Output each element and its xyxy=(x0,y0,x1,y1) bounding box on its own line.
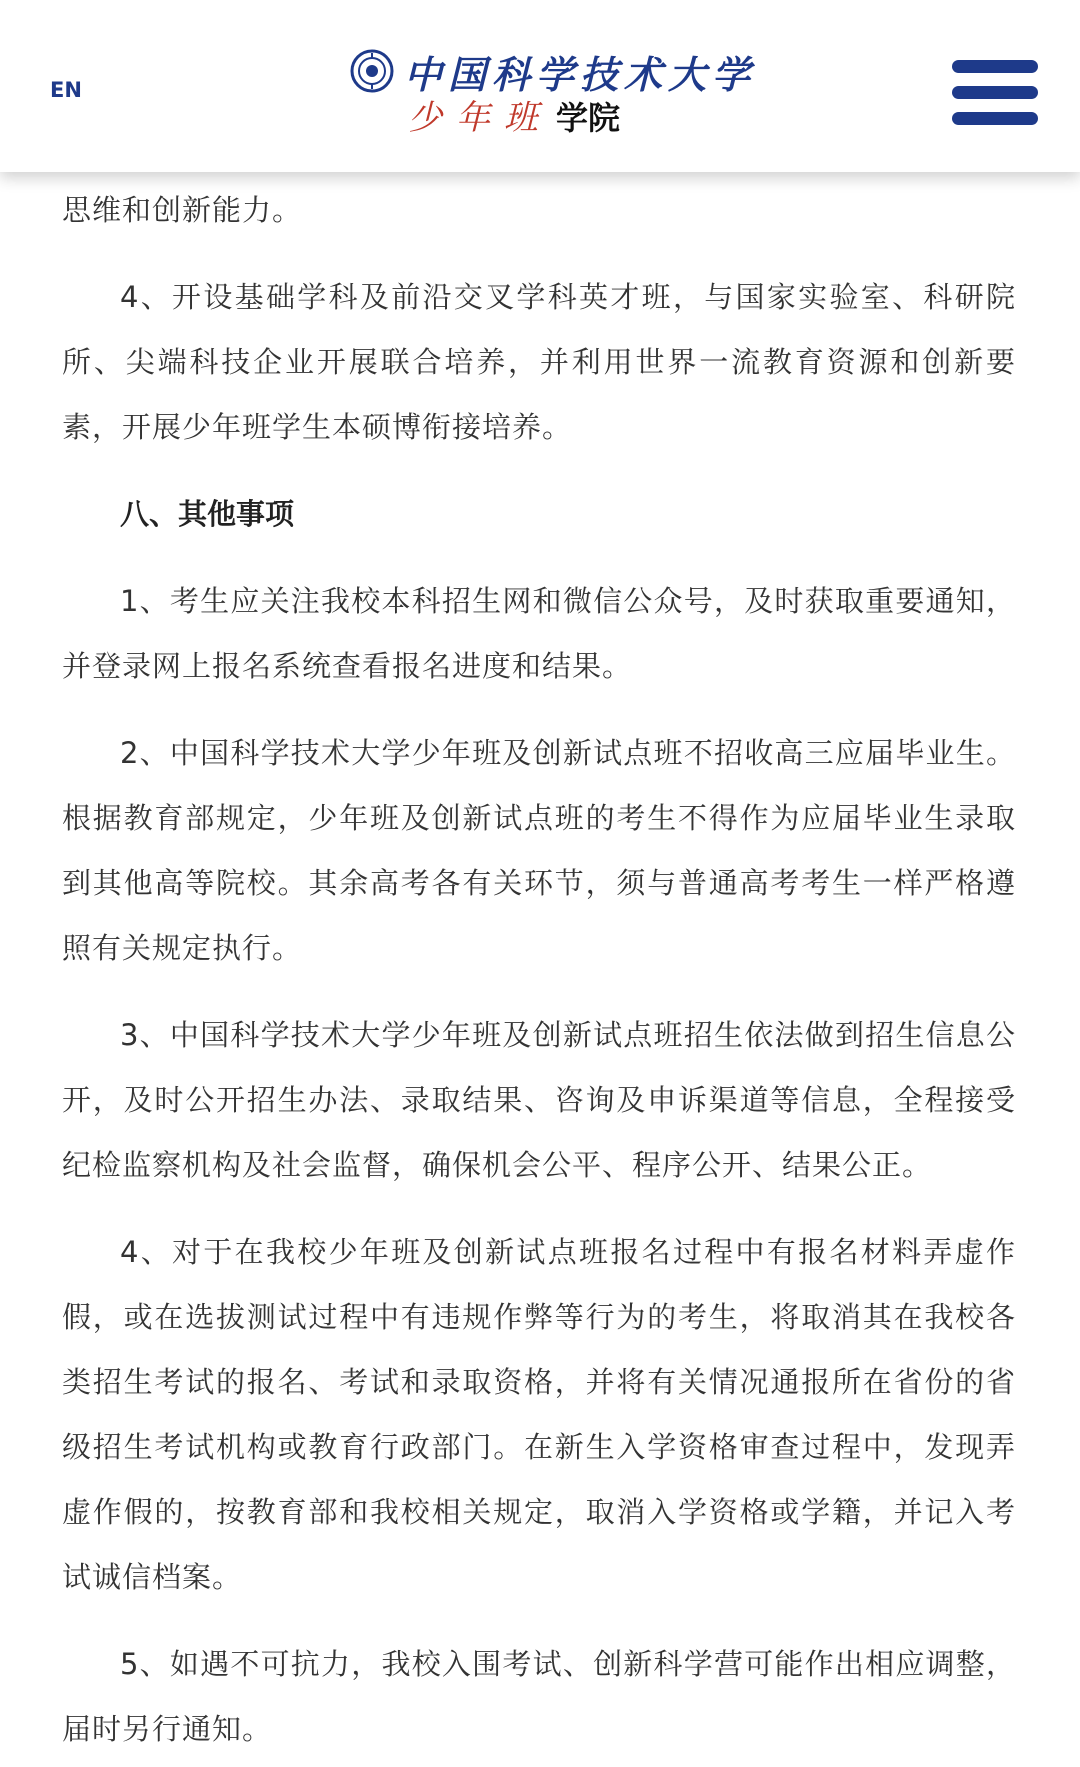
top-header xyxy=(0,0,1080,172)
logo-script-text: 少年班 xyxy=(408,98,552,138)
language-toggle-en[interactable]: EN xyxy=(50,78,82,102)
paragraph-item-5: 5、如遇不可抗力，我校入围考试、创新科学营可能作出相应调整，届时另行通知。 xyxy=(62,1647,1016,1746)
logo-suffix-text: 学院 xyxy=(556,99,621,137)
paragraph-item-3: 3、中国科学技术大学少年班及创新试点班招生依法做到招生信息公开，及时公开招生办法、录取结果、咨询及申诉渠道等信息，全程接受纪检监察机构及社会监督，确保机会公平、程序公开、结果公正。 xyxy=(62,1018,1016,1182)
menu-bar-bottom xyxy=(952,112,1038,125)
paragraph-sec7-item4: 4、开设基础学科及前沿交叉学科英才班，与国家实验室、科研院所、尖端科技企业开展联合培养，并利用世界一流教育资源和创新要素，开展少年班学生本硕博衔接培养。 xyxy=(62,280,1016,444)
hamburger-menu-icon[interactable] xyxy=(952,60,1038,126)
menu-bar-middle xyxy=(952,86,1038,99)
logo-college-name xyxy=(408,90,620,139)
paragraph-item-1: 1、考生应关注我校本科招生网和微信公众号，及时获取重要通知，并登录网上报名系统查看报名进度和结果。 xyxy=(62,584,1016,683)
school-logo[interactable] xyxy=(350,44,757,144)
university-emblem-icon xyxy=(350,49,394,93)
menu-bar-top xyxy=(952,60,1038,73)
logo-university-name: 中国科学技术大学 xyxy=(404,52,757,97)
article-body xyxy=(62,172,1016,1762)
paragraph-item-2: 2、中国科学技术大学少年班及创新试点班不招收高三应届毕业生。根据教育部规定，少年班及创新试点班的考生不得作为应届毕业生录取到其他高等院校。其余高考各有关环节，须与普通高考考生一样严格遵照有关规定执行。 xyxy=(62,736,1016,965)
paragraph-continuation: 思维和创新能力。 xyxy=(62,193,303,227)
paragraph-item-4: 4、对于在我校少年班及创新试点班报名过程中有报名材料弄虚作假，或在选拔测试过程中有违规作弊等行为的考生，将取消其在我校各类招生考试的报名、考试和录取资格，并将有关情况通报所在省份的省级招生考试机构或教育行政部门。在新生入学资格审查过程中，发现弄虚作假的，按教育部和我校相关规定，取消入学资格或学籍，并记入考试诚信档案。 xyxy=(62,1235,1016,1594)
section-heading-8: 八、其他事项 xyxy=(120,497,295,531)
